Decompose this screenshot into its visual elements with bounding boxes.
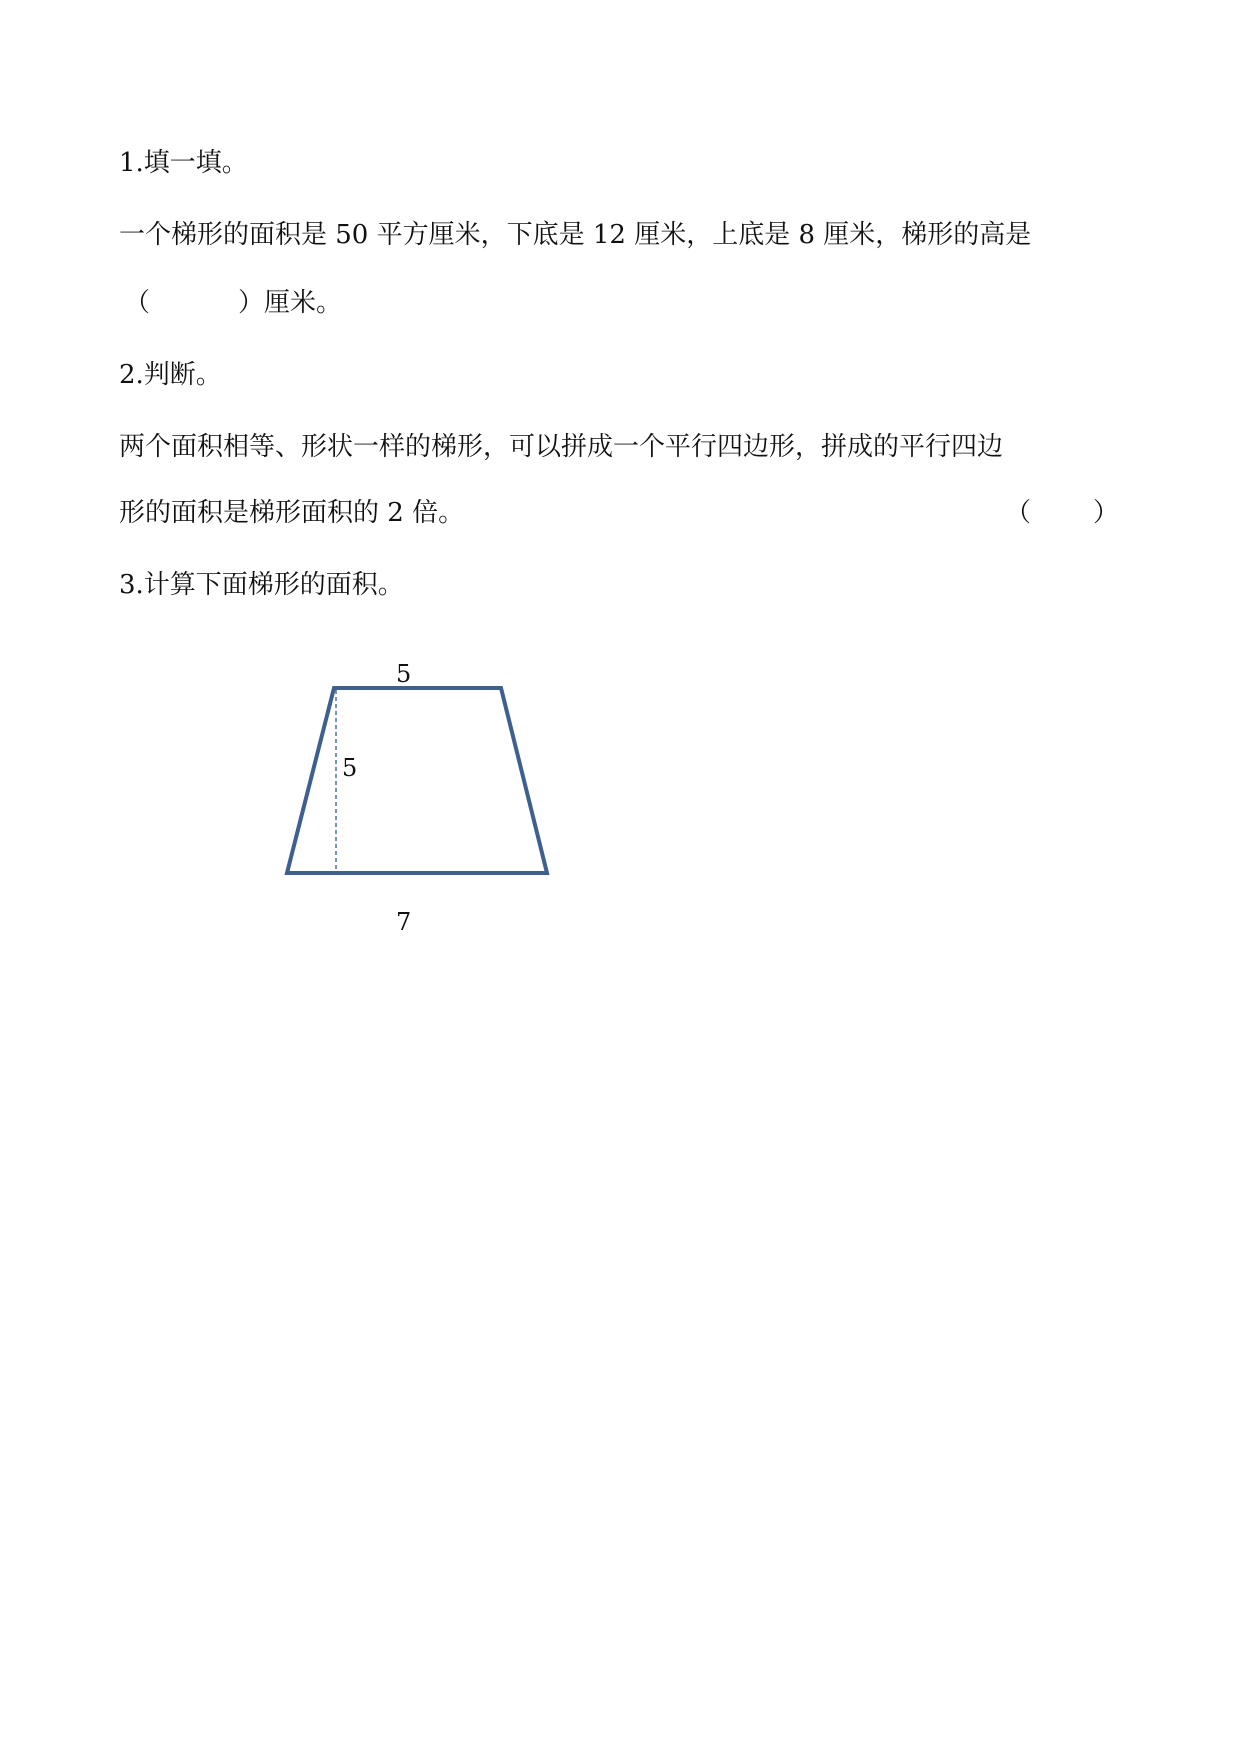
- question-2-heading: 2.判断。: [119, 360, 222, 390]
- height-label: 5: [342, 754, 358, 782]
- question-1-heading: 1.填一填。: [119, 148, 248, 178]
- question-2-text-line-2: 形的面积是梯形面积的 2 倍。: [119, 498, 465, 528]
- question-1-text-line-1: 一个梯形的面积是 50 平方厘米，下底是 12 厘米，上底是 8 厘米，梯形的高是: [119, 220, 1032, 250]
- question-3-heading: 3.计算下面梯形的面积。: [119, 570, 404, 600]
- question-2-answer-close: ）: [1093, 498, 1120, 528]
- bottom-base-label: 7: [396, 908, 412, 936]
- top-base-label: 5: [396, 660, 412, 688]
- question-2-answer-open: （: [1005, 498, 1032, 528]
- question-2-text-line-1: 两个面积相等、形状一样的梯形，可以拼成一个平行四边形，拼成的平行四边: [119, 432, 1004, 462]
- question-1-blank-open: （: [124, 288, 151, 318]
- trapezoid-shape: [287, 688, 547, 873]
- question-1-blank-close: ）厘米。: [238, 288, 343, 318]
